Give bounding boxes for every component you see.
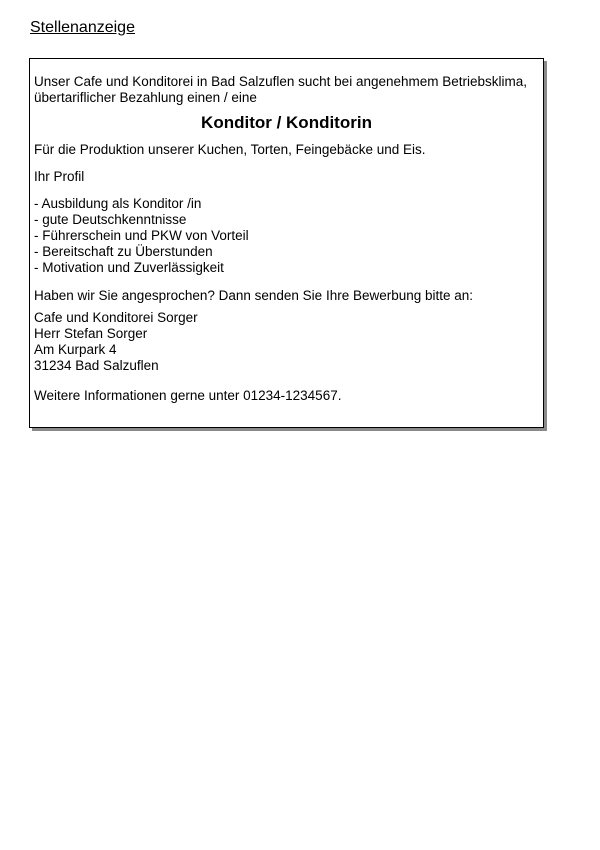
address-city: 31234 Bad Salzuflen <box>34 358 159 373</box>
requirements-list <box>34 196 539 276</box>
requirement-item: - Motivation und Zuverlässigkeit <box>34 260 224 275</box>
address-street: Am Kurpark 4 <box>34 342 117 357</box>
call-to-action-text: Haben wir Sie angesprochen? Dann senden Sie Ihre Bewerbung bitte an: <box>34 288 474 303</box>
requirement-item: - gute Deutschkenntnisse <box>34 212 187 227</box>
profile-label: Ihr Profil <box>34 169 85 184</box>
requirement-item: - Bereitschaft zu Überstunden <box>34 244 213 259</box>
job-title: Konditor / Konditorin <box>201 113 372 132</box>
contact-info-text: Weitere Informationen gerne unter 01234-1234567. <box>34 388 342 403</box>
address-company: Cafe und Konditorei Sorger <box>34 310 198 325</box>
job-ad-box <box>29 58 544 428</box>
address-block <box>34 310 539 374</box>
ad-intro-text: Unser Cafe und Konditorei in Bad Salzuflen sucht bei angenehmem Betriebsklima, übertariflicher Bezahlung einen / eine <box>34 74 528 105</box>
production-text: Für die Produktion unserer Kuchen, Torten, Feingebäcke und Eis. <box>34 142 426 157</box>
requirement-item: - Ausbildung als Konditor /in <box>34 196 202 211</box>
page-heading: Stellenanzeige <box>30 19 135 36</box>
requirement-item: - Führerschein und PKW von Vorteil <box>34 228 249 243</box>
address-contact-person: Herr Stefan Sorger <box>34 326 148 341</box>
